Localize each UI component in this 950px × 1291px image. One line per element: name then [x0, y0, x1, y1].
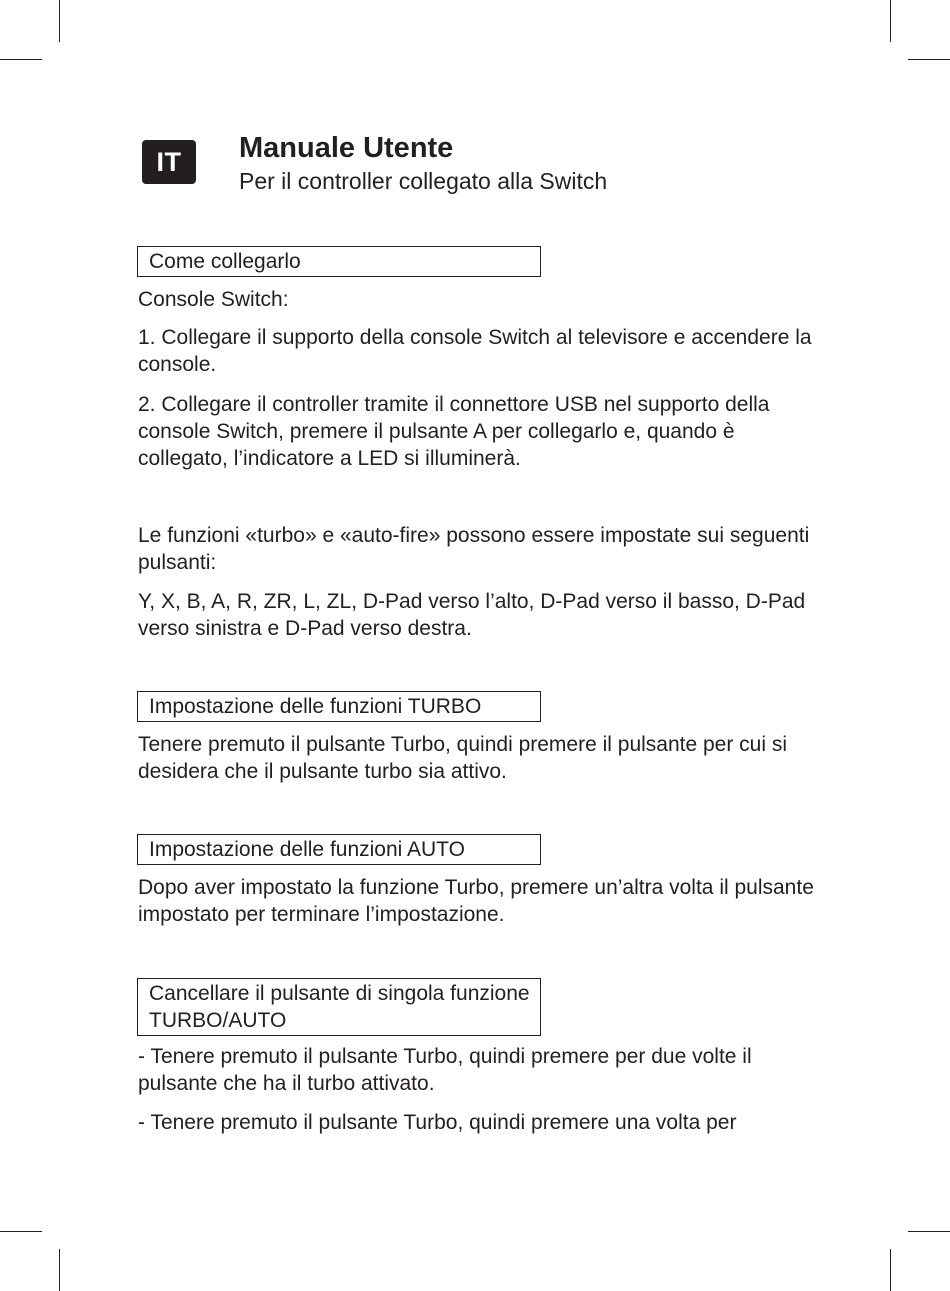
crop-mark-top-right-vertical	[890, 0, 891, 42]
functions-intro: Le funzioni «turbo» e «auto-fire» possono essere impostate sui seguenti pulsanti:	[138, 524, 810, 574]
cancel-instructions-2: - Tenere premuto il pulsante Turbo, quindi premere una volta per	[138, 1111, 737, 1134]
section-heading-auto: Impostazione delle funzioni AUTO	[137, 834, 541, 865]
manual-subtitle: Per il controller collegato alla Switch	[239, 168, 608, 194]
crop-mark-bottom-left-vertical	[59, 1249, 60, 1291]
crop-mark-top-left-vertical	[59, 0, 60, 42]
turbo-instructions: Tenere premuto il pulsante Turbo, quindi premere il pulsante per cui si desidera che il pulsante turbo sia attivo.	[138, 733, 788, 783]
supported-buttons-list: Y, X, B, A, R, ZR, L, ZL, D-Pad verso l’alto, D-Pad verso il basso, D-Pad verso sinistra e D-Pad verso destra.	[138, 590, 806, 640]
crop-mark-bottom-left-horizontal	[0, 1231, 42, 1232]
crop-mark-top-right-horizontal	[908, 59, 950, 60]
cancel-instructions-1: - Tenere premuto il pulsante Turbo, quindi premere per due volte il pulsante che ha il turbo attivato.	[138, 1045, 752, 1095]
connect-step-2: 2. Collegare il controller tramite il connettore USB nel supporto della console Switch, premere il pulsante A per collegarlo e, quando è collegato, l’indicatore a LED si illuminerà.	[138, 393, 770, 470]
connect-step-1: 1. Collegare il supporto della console Switch al televisore e accendere la console.	[138, 326, 812, 376]
manual-title: Manuale Utente	[239, 132, 454, 164]
crop-mark-bottom-right-horizontal	[908, 1231, 950, 1232]
auto-instructions: Dopo aver impostato la funzione Turbo, premere un’altra volta il pulsante impostato per terminare l’impostazione.	[138, 876, 814, 926]
crop-mark-top-left-horizontal	[0, 59, 42, 60]
crop-mark-bottom-right-vertical	[890, 1249, 891, 1291]
section-heading-turbo: Impostazione delle funzioni TURBO	[137, 691, 541, 722]
language-badge: IT	[142, 140, 196, 184]
section-heading-connect: Come collegarlo	[137, 246, 541, 277]
section-heading-cancel: Cancellare il pulsante di singola funzione TURBO/AUTO	[137, 978, 541, 1036]
connect-intro: Console Switch:	[138, 288, 289, 311]
